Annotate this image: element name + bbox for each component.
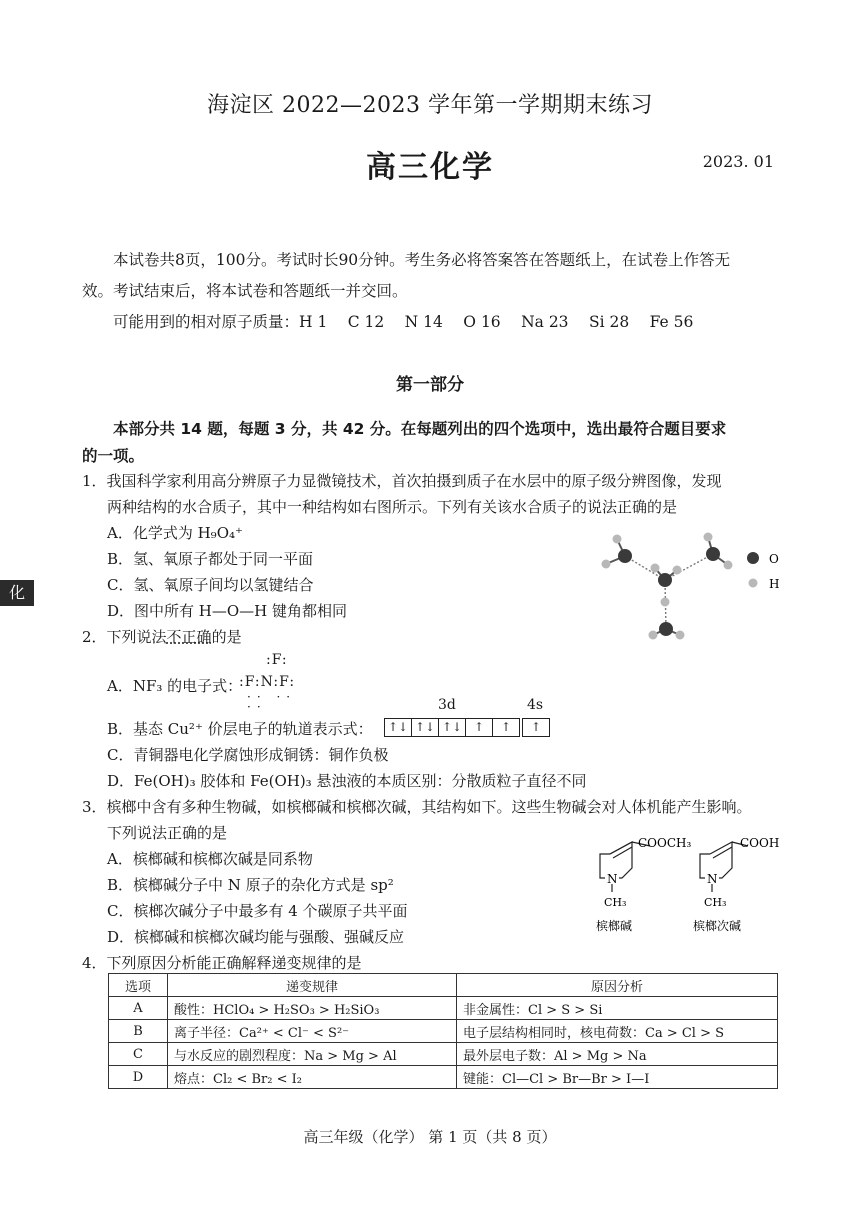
q2-stem-post: 的是 (211, 628, 242, 646)
intro-line-1: 本试卷共8页，100分。考试时长90分钟。考生务必将答案答在答题纸上，在试卷上作答无 (113, 251, 731, 269)
q2-option-d: D．Fe(OH)₃ 胶体和 Fe(OH)₃ 悬浊液的本质区别：分散质粒子直径不同 (107, 772, 587, 790)
mol1-methyl-label: CH₃ (604, 896, 627, 909)
part-title: 第一部分 (396, 375, 464, 395)
hydrogen-atom (649, 631, 658, 640)
q3-stem-2: 下列说法正确的是 (107, 824, 228, 842)
q2-stem-emphasis: 不正确 (166, 628, 212, 646)
header-reason: 原因分析 (457, 974, 778, 997)
table-row (109, 997, 778, 1020)
q2-option-c: C．青铜器电化学腐蚀形成铜锈：铜作负极 (107, 746, 389, 764)
q2-stem (82, 626, 242, 647)
row-label: A (109, 997, 168, 1020)
table-row (109, 1066, 778, 1089)
q3-stem-1: 3．槟榔中含有多种生物碱，如槟榔碱和槟榔次碱，其结构如下。这些生物碱会对人体机能产生影响。 (82, 798, 752, 816)
hydrogen-atom (602, 560, 611, 569)
orbital-box: ↑↓ (438, 718, 466, 737)
lewis-top-f: :F: (266, 652, 288, 668)
mol2-name: 槟榔次碱 (693, 919, 742, 933)
hydrogen-atom (676, 631, 685, 640)
mol2-methyl-label: CH₃ (704, 896, 727, 909)
oxygen-atom (706, 547, 720, 561)
q1-option-a: A．化学式为 H₉O₄⁺ (107, 524, 243, 542)
q1-stem-1: 1．我国科学家利用高分辨原子力显微镜技术，首次拍摄到质子在水层中的原子级分辨图像，发现 (82, 472, 722, 490)
page-footer: 高三年级（化学） 第 1 页（共 8 页） (303, 1128, 557, 1146)
q1-option-c: C．氢、氧原子间均以氢键结合 (107, 576, 314, 594)
part-instruction-1: 本部分共 14 题，每题 3 分，共 42 分。在每题列出的四个选项中，选出最符合题目要求 (113, 420, 727, 438)
q4-stem: 4．下列原因分析能正确解释递变规律的是 (82, 954, 362, 972)
table-row (109, 1043, 778, 1066)
part-instruction-2: 的一项。 (82, 447, 145, 465)
intro-line-2: 效。考试结束后，将本试卷和答题纸一并交回。 (82, 282, 408, 300)
legend-oxygen-icon (747, 552, 759, 564)
orbital-box: ↑ (522, 718, 550, 737)
orbital-3d-boxes (384, 717, 519, 737)
orbital-box: ↑ (492, 718, 520, 737)
mol2-n-label: N (707, 872, 718, 886)
legend-o-label: O (769, 552, 779, 566)
orbital-box: ↑ (465, 718, 493, 737)
subject-title: 高三化学 (366, 150, 494, 185)
q1-option-b: B．氢、氧原子都处于同一平面 (107, 550, 314, 568)
hydrogen-atom (673, 566, 682, 575)
q2-option-b: B．基态 Cu²⁺ 价层电子的轨道表示式： (107, 720, 373, 738)
nf3-lewis-structure: :F: :F:N:F: ·· ·· ·· (239, 652, 297, 714)
q3-option-c: C．槟榔次碱分子中最多有 4 个碳原子共平面 (107, 902, 408, 920)
arecoline-structures (588, 832, 788, 942)
q3-option-a: A．槟榔碱和槟榔次碱是同系物 (107, 850, 313, 868)
row-trend: 离子半径：Ca²⁺ < Cl⁻ < S²⁻ (168, 1020, 457, 1043)
orbital-3d-label: 3d (438, 697, 456, 713)
table-header-row (109, 974, 778, 997)
exam-date: 2023. 01 (702, 152, 774, 171)
oxygen-atom (659, 622, 673, 636)
orbital-box: ↑↓ (411, 718, 439, 737)
legend-hydrogen-icon (749, 579, 758, 588)
orbital-4s-boxes (522, 717, 549, 737)
atomic-masses: 可能用到的相对原子质量：H 1 C 12 N 14 O 16 Na 23 Si 28 Fe 56 (113, 313, 694, 331)
oxygen-atom (618, 549, 632, 563)
mol1-ester-group: COOCH₃ (638, 836, 692, 850)
orbital-box: ↑↓ (384, 718, 412, 737)
hydrogen-atom (651, 564, 660, 573)
row-reason: 非金属性：Cl > S > Si (457, 997, 778, 1020)
hydrogen-atom (613, 535, 622, 544)
row-reason: 最外层电子数：Al > Mg > Na (457, 1043, 778, 1066)
mol2-acid-group: COOH (740, 836, 780, 850)
q3-option-d: D．槟榔碱和槟榔次碱均能与强酸、强碱反应 (107, 928, 405, 946)
lewis-middle-row: :F:N:F: (239, 674, 296, 690)
row-reason: 键能：Cl—Cl > Br—Br > I—I (457, 1066, 778, 1089)
q3-option-b: B．槟榔碱分子中 N 原子的杂化方式是 sp² (107, 876, 394, 894)
hydrated-proton-figure (595, 530, 785, 645)
row-trend: 与水反应的剧烈程度：Na > Mg > Al (168, 1043, 457, 1066)
q2-stem-pre: 2．下列说法 (82, 628, 167, 646)
q2-option-a: A．NF₃ 的电子式： (107, 677, 243, 695)
row-label: B (109, 1020, 168, 1043)
row-label: C (109, 1043, 168, 1066)
row-trend: 熔点：Cl₂ < Br₂ < I₂ (168, 1066, 457, 1089)
header-trend: 递变规律 (168, 974, 457, 997)
q1-stem-2: 两种结构的水合质子，其中一种结构如右图所示。下列有关该水合质子的说法正确的是 (107, 498, 678, 516)
mol1-name: 槟榔碱 (596, 919, 633, 933)
row-trend: 酸性：HClO₄ > H₂SO₃ > H₂SiO₃ (168, 997, 457, 1020)
hydrogen-atom (724, 561, 733, 570)
row-label: D (109, 1066, 168, 1089)
q4-table (108, 973, 778, 1089)
q1-option-d: D．图中所有 H—O—H 键角都相同 (107, 602, 348, 620)
hydrogen-atom (661, 598, 670, 607)
exam-title: 海淀区 2022—2023 学年第一学期期末练习 (207, 93, 653, 118)
mol1-n-label: N (607, 872, 618, 886)
hydrogen-atom (704, 533, 713, 542)
table-row (109, 1020, 778, 1043)
row-reason: 电子层结构相同时，核电荷数：Ca > Cl > S (457, 1020, 778, 1043)
header-option: 选项 (109, 974, 168, 997)
subject-side-tab: 化 (0, 580, 34, 606)
oxygen-atom (658, 573, 672, 587)
legend-h-label: H (769, 577, 780, 591)
orbital-4s-label: 4s (527, 697, 544, 713)
